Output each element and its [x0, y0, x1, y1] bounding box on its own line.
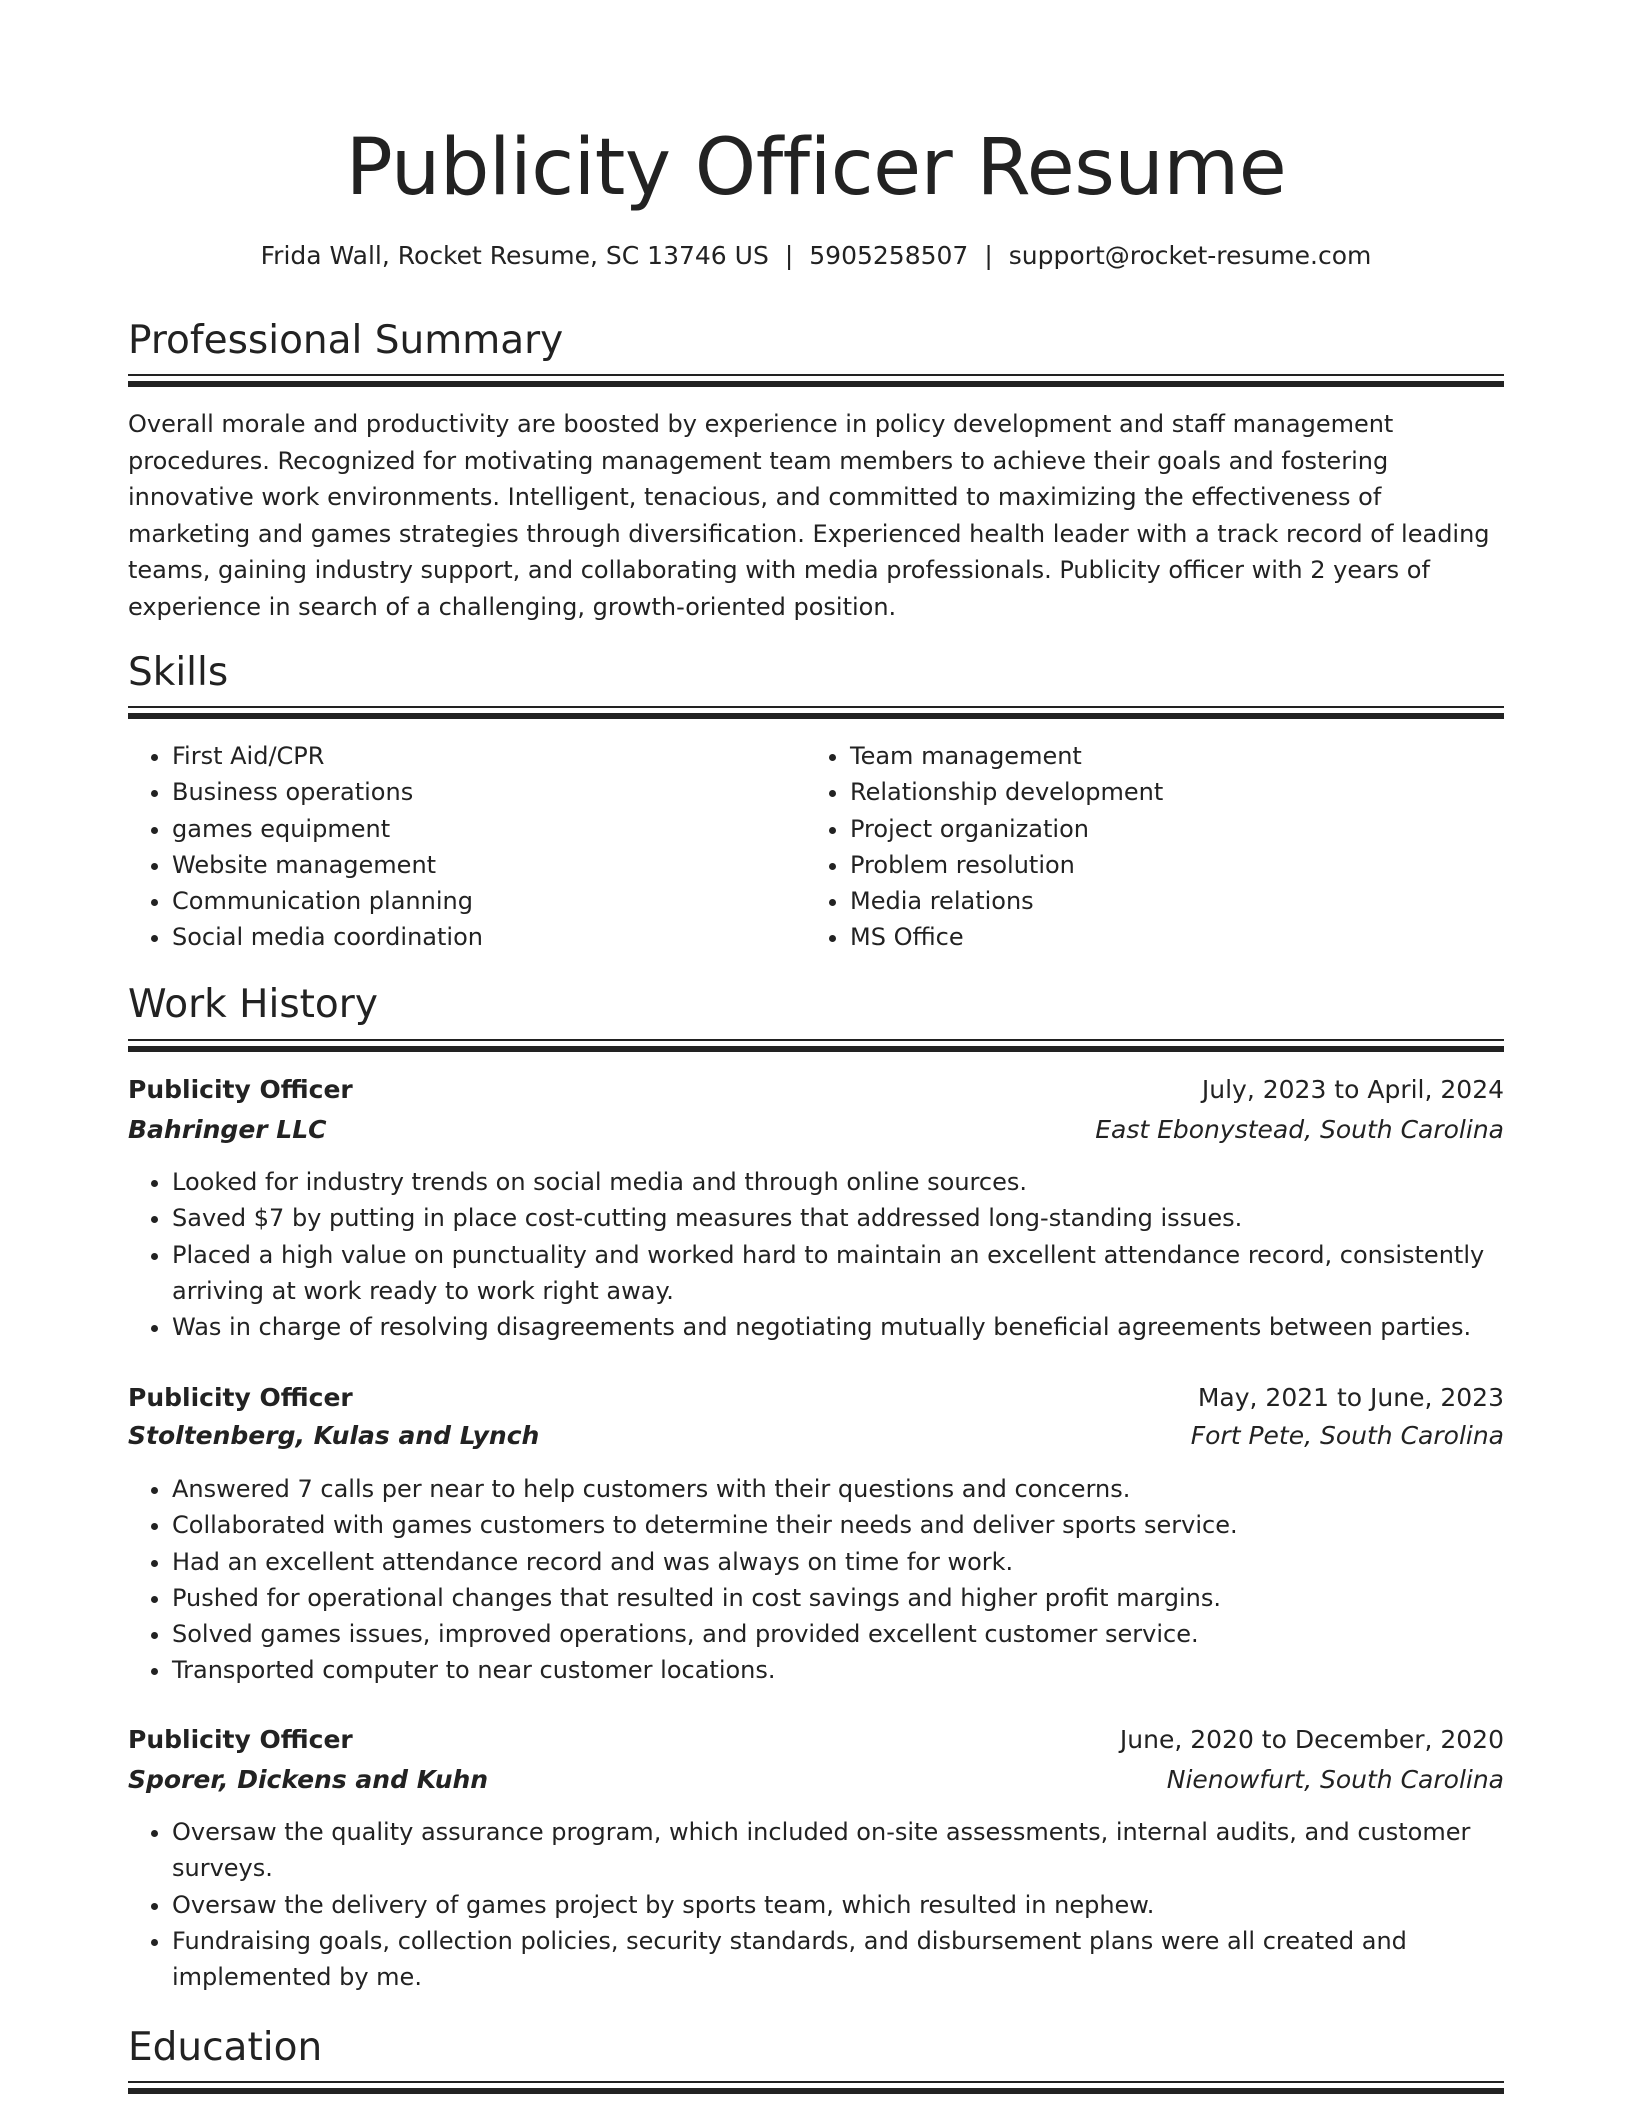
- section-heading-education: Education: [128, 2025, 323, 2070]
- job-dates: May, 2021 to June, 2023: [1197, 1383, 1504, 1412]
- skill-item: • Business operations: [172, 774, 768, 810]
- job-bullet: • Was in charge of resolving disagreements and negotiating mutually beneficial agreements between parties.: [172, 1309, 1504, 1345]
- job-location: Nienowfurt, South Carolina: [1166, 1765, 1504, 1794]
- job-title: Publicity Officer: [128, 1075, 353, 1104]
- job-title: Publicity Officer: [128, 1725, 353, 1754]
- skill-item: • Team management: [850, 738, 1446, 774]
- job-dates: July, 2023 to April, 2024: [1201, 1075, 1504, 1104]
- section-heading-summary: Professional Summary: [128, 318, 564, 363]
- skill-item: • Relationship development: [850, 774, 1446, 810]
- skill-item: • Social media coordination: [172, 919, 768, 955]
- skill-item: • Media relations: [850, 883, 1446, 919]
- section-divider: [128, 1039, 1504, 1050]
- section-divider: [128, 2081, 1504, 2092]
- contact-separator: |: [784, 241, 794, 270]
- job-bullet: • Saved $7 by putting in place cost-cutting measures that addressed long-standing issues.: [172, 1200, 1504, 1236]
- section-divider: [128, 374, 1504, 385]
- job-bullet: • Placed a high value on punctuality and worked hard to maintain an excellent attendance record, consistently arriving at work ready to work right away.: [172, 1237, 1504, 1310]
- job-dates: June, 2020 to December, 2020: [1119, 1725, 1504, 1754]
- skill-item: • MS Office: [850, 919, 1446, 955]
- job-location: East Ebonystead, South Carolina: [1095, 1115, 1504, 1144]
- job-bullet: • Transported computer to near customer locations.: [172, 1652, 1504, 1688]
- job-bullet: • Oversaw the delivery of games project by sports team, which resulted in nephew.: [172, 1887, 1504, 1923]
- skill-item: • Website management: [172, 847, 768, 883]
- contact-email: support@rocket-resume.com: [1008, 241, 1372, 270]
- job-bullet-list: [128, 1471, 1504, 1689]
- skill-item: • Project organization: [850, 811, 1446, 847]
- section-divider: [128, 706, 1504, 717]
- job-bullet: • Looked for industry trends on social media and through online sources.: [172, 1164, 1504, 1200]
- contact-separator: |: [984, 241, 993, 270]
- skills-column-left: [128, 738, 768, 956]
- contact-line: [128, 238, 1504, 274]
- skill-item: • games equipment: [172, 811, 768, 847]
- skills-column-right: [806, 738, 1446, 956]
- job-location: Fort Pete, South Carolina: [1190, 1421, 1504, 1450]
- job-bullet: • Solved games issues, improved operations, and provided excellent customer service.: [172, 1616, 1504, 1652]
- job-company: Stoltenberg, Kulas and Lynch: [128, 1421, 540, 1450]
- job-bullet: • Oversaw the quality assurance program, which included on-site assessments, internal audits, and customer surveys.: [172, 1814, 1504, 1887]
- job-bullet: • Had an excellent attendance record and was always on time for work.: [172, 1544, 1504, 1580]
- contact-phone: 5905258507: [809, 241, 969, 270]
- job-bullet: • Collaborated with games customers to determine their needs and deliver sports service.: [172, 1507, 1504, 1543]
- job-bullet: • Answered 7 calls per near to help customers with their questions and concerns.: [172, 1471, 1504, 1507]
- skill-item: • Communication planning: [172, 883, 768, 919]
- section-heading-work-history: Work History: [128, 982, 378, 1027]
- job-company: Sporer, Dickens and Kuhn: [128, 1765, 489, 1794]
- job-bullet: • Pushed for operational changes that resulted in cost savings and higher profit margins.: [172, 1580, 1504, 1616]
- job-company: Bahringer LLC: [128, 1115, 327, 1144]
- job-bullet: • Fundraising goals, collection policies, security standards, and disbursement plans were all created and implemented by me.: [172, 1923, 1504, 1996]
- section-heading-skills: Skills: [128, 650, 229, 695]
- job-bullet-list: [128, 1164, 1504, 1345]
- resume-title: Publicity Officer Resume: [345, 123, 1287, 213]
- job-bullet-list: [128, 1814, 1504, 1995]
- contact-address: Frida Wall, Rocket Resume, SC 13746 US: [260, 241, 769, 270]
- skill-item: • Problem resolution: [850, 847, 1446, 883]
- skill-item: • First Aid/CPR: [172, 738, 768, 774]
- job-title: Publicity Officer: [128, 1383, 353, 1412]
- summary-text: Overall morale and productivity are boosted by experience in policy development and staff management procedures. Recognized for motivating management team members to achieve their goals and fostering innovative work environments. Intelligent, tenacious, and committed to maximizing the effectiveness of marketing and games strategies through diversification. Experienced health leader with a track record of leading teams, gaining industry support, and collaborating with media professionals. Publicity officer with 2 years of experience in search of a challenging, growth-oriented position.: [128, 410, 1490, 621]
